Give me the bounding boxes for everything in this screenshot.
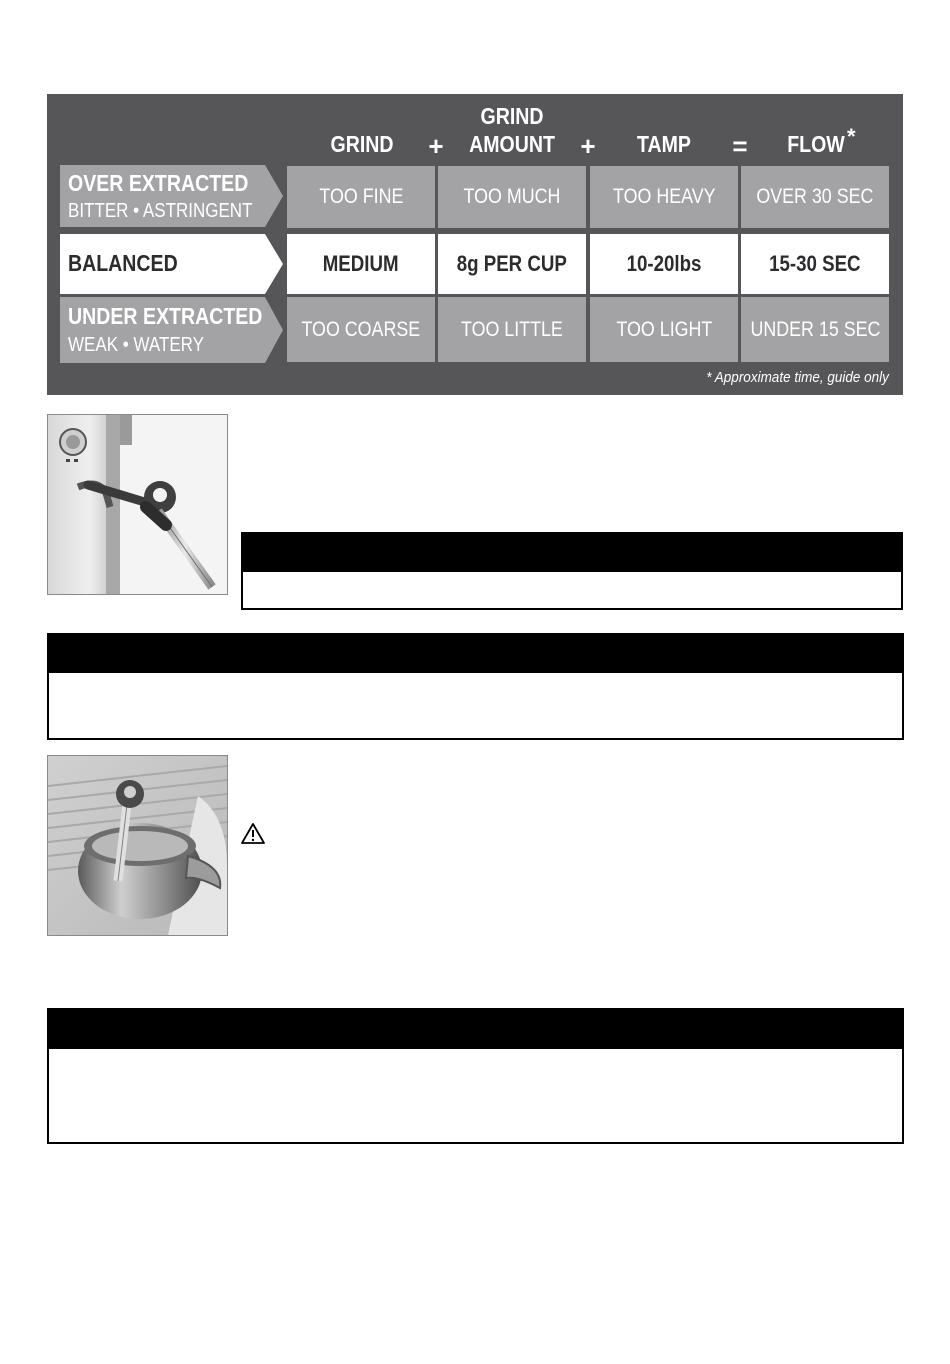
- info-box-header-bar: [49, 1010, 902, 1049]
- row-label-under-extracted: [60, 297, 265, 363]
- table-cell: UNDER 15 SEC: [741, 297, 889, 362]
- table-cell: 10-20lbs: [590, 234, 738, 294]
- info-box: [47, 633, 904, 740]
- table-cell: MEDIUM: [287, 234, 435, 294]
- row-subtitle: WEAK • WATERY: [68, 334, 204, 356]
- table-cell: TOO FINE: [287, 166, 435, 228]
- header-plus-operator: +: [580, 131, 596, 161]
- header-flow: FLOW: [787, 131, 845, 157]
- info-box: [47, 1008, 904, 1144]
- table-cell: TOO MUCH: [438, 166, 586, 228]
- info-box-header-bar: [243, 534, 901, 572]
- table-footnote: * Approximate time, guide only: [706, 369, 889, 386]
- header-equals-operator: =: [732, 131, 748, 161]
- table-cell: 8g PER CUP: [438, 234, 586, 294]
- extraction-guide-table: [47, 94, 903, 395]
- header-flow-asterisk: *: [847, 124, 856, 149]
- header-grind-amount-line2: AMOUNT: [469, 131, 555, 157]
- info-box-header-bar: [49, 635, 902, 673]
- warning-triangle-icon: [240, 822, 266, 846]
- row-label-balanced: [60, 234, 265, 294]
- milk-jug-image: [47, 755, 228, 936]
- row-title: OVER EXTRACTED: [68, 170, 249, 196]
- table-cell: TOO HEAVY: [590, 166, 738, 228]
- row-label-over-extracted: [60, 165, 265, 227]
- table-cell: TOO LIGHT: [590, 297, 738, 362]
- row-title: UNDER EXTRACTED: [68, 303, 263, 329]
- header-grind-amount-line1: GRIND: [480, 103, 544, 129]
- table-cell: 15-30 SEC: [741, 234, 889, 294]
- header-grind: GRIND: [330, 131, 394, 157]
- table-cell: TOO COARSE: [287, 297, 435, 362]
- table-cell: OVER 30 SEC: [741, 166, 889, 228]
- row-subtitle: BITTER • ASTRINGENT: [68, 200, 253, 222]
- header-tamp: TAMP: [637, 131, 691, 157]
- row-title: BALANCED: [68, 250, 178, 276]
- table-cell: TOO LITTLE: [438, 297, 586, 362]
- steam-wand-image: [47, 414, 228, 595]
- header-plus-operator: +: [428, 131, 444, 161]
- info-box: [241, 532, 903, 610]
